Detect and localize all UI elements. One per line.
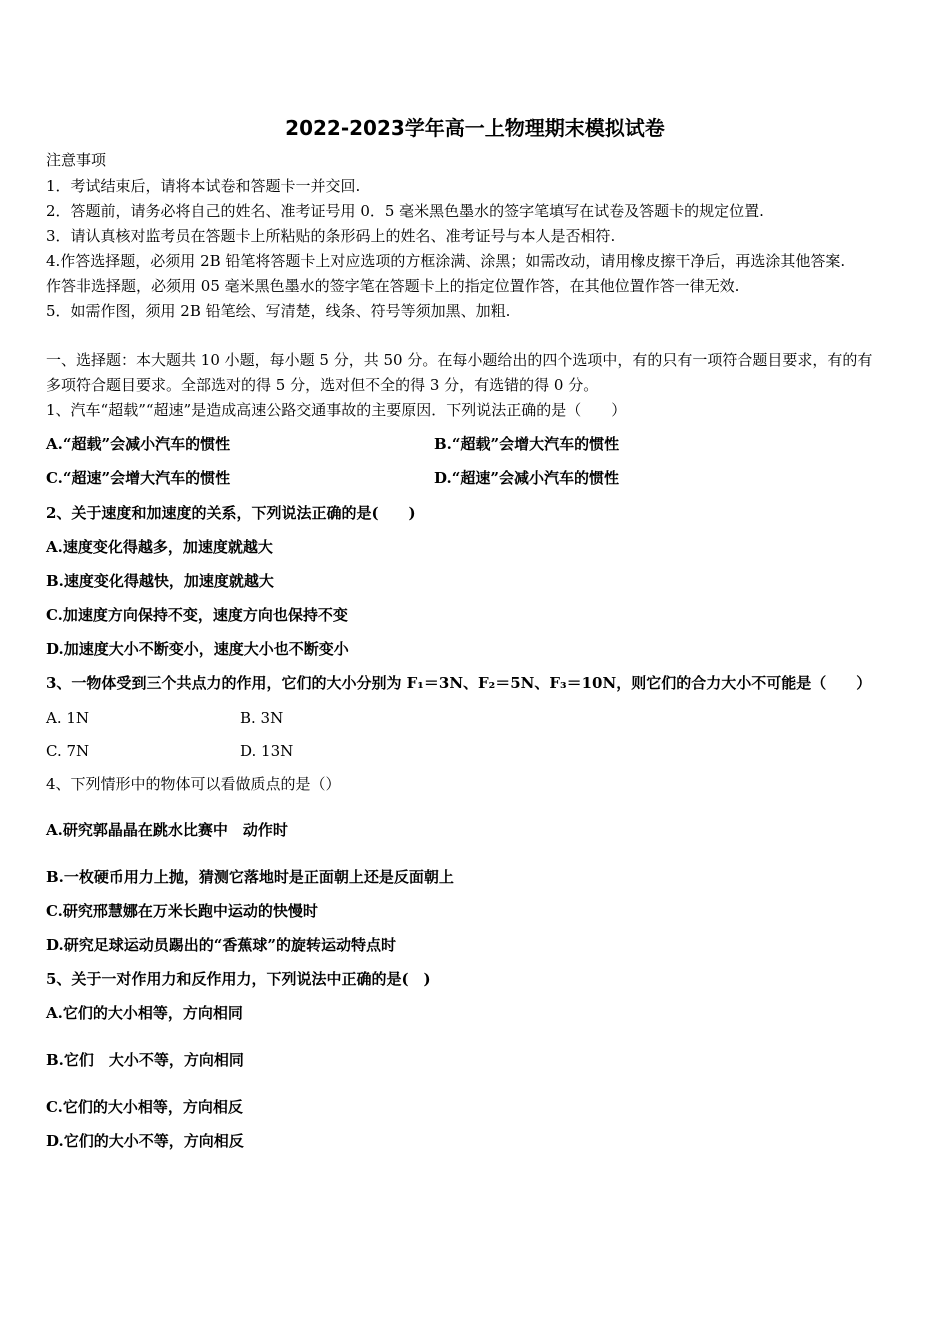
- notice-heading: 注意事项: [46, 151, 107, 169]
- notice-item: 作答非选择题，必须用 05 毫米黑色墨水的签字笔在答题卡上的指定位置作答，在其他位置作答一律无效.: [46, 277, 740, 295]
- option-1c: C.“超速”会增大汽车的惯性: [46, 469, 231, 487]
- option-1a: A.“超载”会减小汽车的惯性: [46, 435, 231, 453]
- option-5b: B.它们 大小不等，方向相同: [46, 1051, 244, 1069]
- page-title: 2022-2023学年高一上物理期末模拟试卷: [285, 116, 665, 140]
- question-stem-2: 2、关于速度和加速度的关系，下列说法正确的是( ): [46, 504, 416, 522]
- question-stem-1: 1、汽车“超载”“超速”是造成高速公路交通事故的主要原因．下列说法正确的是（ ）: [46, 401, 627, 419]
- option-5d: D.它们的大小不等，方向相反: [46, 1132, 244, 1150]
- notice-item: 5．如需作图，须用 2B 铅笔绘、写清楚，线条、符号等须加黑、加粗.: [46, 302, 511, 320]
- option-2a: A.速度变化得越多，加速度就越大: [46, 538, 273, 556]
- notice-item: 3．请认真核对监考员在答题卡上所粘贴的条形码上的姓名、准考证号与本人是否相符.: [46, 227, 616, 245]
- option-1b: B.“超载”会增大汽车的惯性: [434, 435, 620, 453]
- option-4b: B.一枚硬币用力上抛，猜测它落地时是正面朝上还是反面朝上: [46, 868, 454, 886]
- option-3c: C. 7N: [46, 742, 90, 760]
- option-3b: B. 3N: [240, 709, 284, 727]
- section-heading-line1: 一、选择题：本大题共 10 小题，每小题 5 分，共 50 分。在每小题给出的四个选项中，有的只有一项符合题目要求，有的有: [46, 351, 873, 369]
- option-1d: D.“超速”会减小汽车的惯性: [434, 469, 619, 487]
- notice-item: 1．考试结束后，请将本试卷和答题卡一并交回.: [46, 177, 361, 195]
- question-stem-3: 3、一物体受到三个共点力的作用，它们的大小分别为 F₁＝3N、F₂＝5N、F₃＝10N，则它们的合力大小不可能是（ ）: [46, 674, 872, 692]
- notice-item: 2．答题前，请务必将自己的姓名、准考证号用 0．5 毫米黑色墨水的签字笔填写在试卷及答题卡的规定位置.: [46, 202, 764, 220]
- option-2b: B.速度变化得越快，加速度就越大: [46, 572, 274, 590]
- question-stem-4: 4、下列情形中的物体可以看做质点的是（）: [46, 775, 341, 793]
- option-5a: A.它们的大小相等，方向相同: [46, 1004, 243, 1022]
- option-2c: C.加速度方向保持不变，速度方向也保持不变: [46, 606, 348, 624]
- option-4c: C.研究邢慧娜在万米长跑中运动的快慢时: [46, 902, 318, 920]
- notice-item: 4.作答选择题，必须用 2B 铅笔将答题卡上对应选项的方框涂满、涂黑；如需改动，请用橡皮擦干净后，再选涂其他答案.: [46, 252, 846, 270]
- option-4a: A.研究郭晶晶在跳水比赛中 动作时: [46, 821, 288, 839]
- option-3a: A. 1N: [46, 709, 90, 727]
- section-heading-line2: 多项符合题目要求。全部选对的得 5 分，选对但不全的得 3 分，有选错的得 0 分。: [46, 376, 599, 394]
- question-stem-5: 5、关于一对作用力和反作用力，下列说法中正确的是( ): [46, 970, 431, 988]
- option-4d: D.研究足球运动员踢出的“香蕉球”的旋转运动特点时: [46, 936, 396, 954]
- option-5c: C.它们的大小相等，方向相反: [46, 1098, 243, 1116]
- option-3d: D. 13N: [240, 742, 294, 760]
- option-2d: D.加速度大小不断变小，速度大小也不断变小: [46, 640, 349, 658]
